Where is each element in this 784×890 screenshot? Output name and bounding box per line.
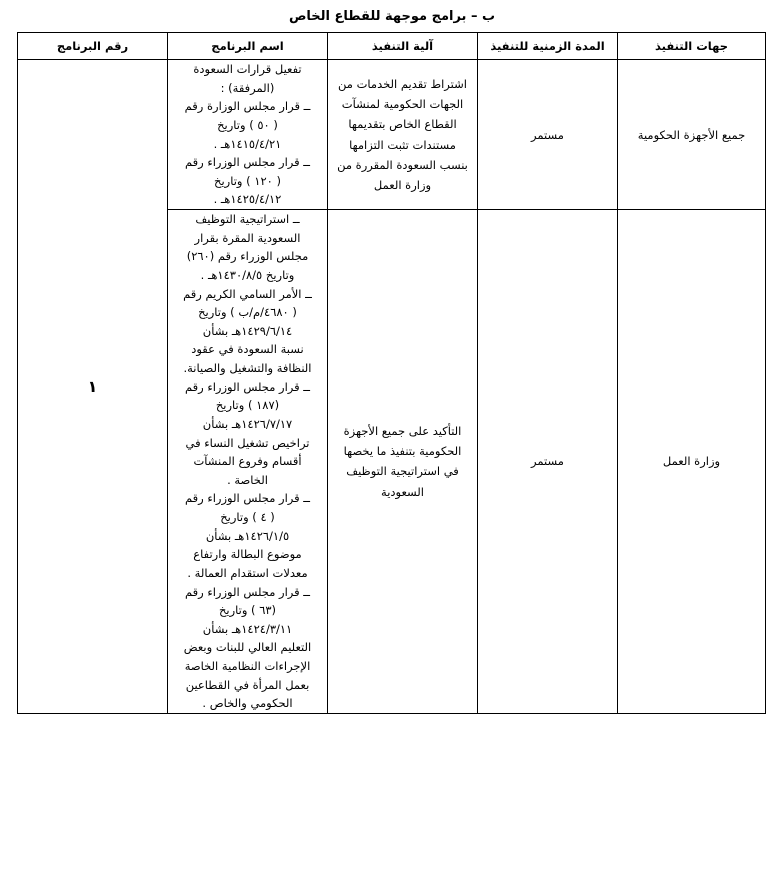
text-line: ١٤١٥/٤/٢١هـ . (213, 136, 282, 151)
cell-timeframe-row2: مستمر (478, 210, 618, 714)
table-row (18, 60, 766, 210)
text-line: ــ قرار مجلس الوزارة رقم (184, 99, 311, 114)
cell-entities-row2: وزارة العمل (618, 210, 766, 714)
text-line: ( ١٢٠ ) وتاريخ (214, 173, 281, 188)
text-line: مستندات تثبت التزامها (349, 137, 456, 152)
text-line: ــ قرار مجلس الوزراء رقم (184, 584, 311, 599)
text-line: بنسب السعودة المقررة من (337, 157, 468, 172)
text-line: نسبة السعودة في عقود (191, 342, 304, 357)
text-line: أقسام وفروع المنشآت (193, 454, 302, 469)
cell-timeframe-row1: مستمر (478, 60, 618, 210)
text-line: معدلات استقدام العمالة . (187, 565, 308, 580)
text-line: السعودية (381, 484, 424, 499)
text-line: القطاع الخاص بتقديمها (348, 117, 457, 132)
text-line: الإجراءات النظامية الخاصة (184, 659, 311, 673)
column-header-mechanism: آلية التنفيذ (328, 33, 478, 60)
text-line: وزارة العمل (373, 177, 432, 192)
cell-program-name-row2 (168, 210, 328, 714)
program-name-lines-row2 (168, 210, 327, 713)
text-line: (١٨٧ ) وتاريخ (215, 398, 280, 413)
cell-mechanism-row1 (328, 60, 478, 210)
text-line: الجهات الحكومية لمنشآت (341, 97, 464, 112)
text-line: النظافة والتشغيل والصيانة. (183, 361, 312, 375)
text-line: وتاريخ ١٤٣٠/٨/٥هـ . (200, 267, 295, 282)
text-line: اشتراط تقديم الخدمات من (338, 77, 467, 92)
text-line: ــ قرار مجلس الوزراء رقم (184, 379, 311, 394)
text-line: ــ الأمر السامي الكريم رقم (183, 286, 312, 301)
page-title: ب – برامج موجهة للقطاع الخاص (288, 9, 496, 24)
text-line: ١٤٢٥/٤/١٢هـ . (213, 192, 282, 207)
text-line: بعمل المرأة في القطاعين (185, 677, 310, 692)
cell-program-name-row1 (168, 60, 328, 210)
text-line: تراخيص تشغيل النساء في (185, 435, 310, 450)
text-line: ١٤٢٦/٧/١٧هـ بشأن (202, 416, 293, 431)
cell-program-number: ١ (18, 60, 168, 714)
text-line: مجلس الوزراء رقم (٢٦٠) (186, 249, 309, 264)
column-header-entities: جهات التنفيذ (618, 33, 766, 60)
cell-mechanism-row2 (328, 210, 478, 714)
mechanism-lines-row1 (328, 74, 477, 195)
text-line: ( ٤٦٨٠/م/ب ) وتاريخ (198, 305, 297, 320)
column-header-timeframe: المدة الزمنية للتنفيذ (478, 33, 618, 60)
column-header-program-number: رقم البرنامج (18, 33, 168, 60)
text-line: ١٤٢٩/٦/١٤هـ بشأن (202, 323, 293, 338)
column-header-program-name: اسم البرنامج (168, 33, 328, 60)
text-line: الحكومية بتنفيذ ما يخصها (343, 444, 462, 459)
text-line: ــ قرار مجلس الوزراء رقم (184, 491, 311, 506)
cell-entities-row1: جميع الأجهزة الحكومية (618, 60, 766, 210)
mechanism-lines-row2 (328, 421, 477, 502)
text-line: التأكيد على جميع الأجهزة (343, 424, 462, 439)
text-line: ( ٤ ) وتاريخ (220, 510, 275, 524)
text-line: ١٤٢٦/١/٥هـ بشأن (205, 528, 290, 543)
text-line: في استراتيجية التوظيف (346, 464, 459, 479)
text-line: ١٤٢٤/٣/١١هـ بشأن (202, 621, 293, 636)
text-line: السعودية المقرة بقرار (194, 230, 301, 245)
programs-table (17, 32, 766, 714)
text-line: ــ قرار مجلس الوزراء رقم (184, 155, 311, 170)
text-line: ( ٥٠ ) وتاريخ (217, 117, 278, 132)
table-header-row (18, 33, 766, 60)
text-line: تفعيل قرارات السعودة (193, 62, 302, 76)
text-line: التعليم العالي للبنات وبعض (183, 640, 312, 655)
text-line: (٦٣ ) وتاريخ (218, 603, 277, 618)
program-name-lines-row1 (168, 60, 327, 209)
text-line: الخاصة . (227, 472, 268, 487)
text-line: ــ استراتيجية التوظيف (195, 212, 300, 226)
text-line: الحكومي والخاص . (202, 696, 293, 711)
text-line: موضوع البطالة وارتفاع (193, 547, 302, 562)
text-line: (المرفقة) : (220, 80, 275, 95)
